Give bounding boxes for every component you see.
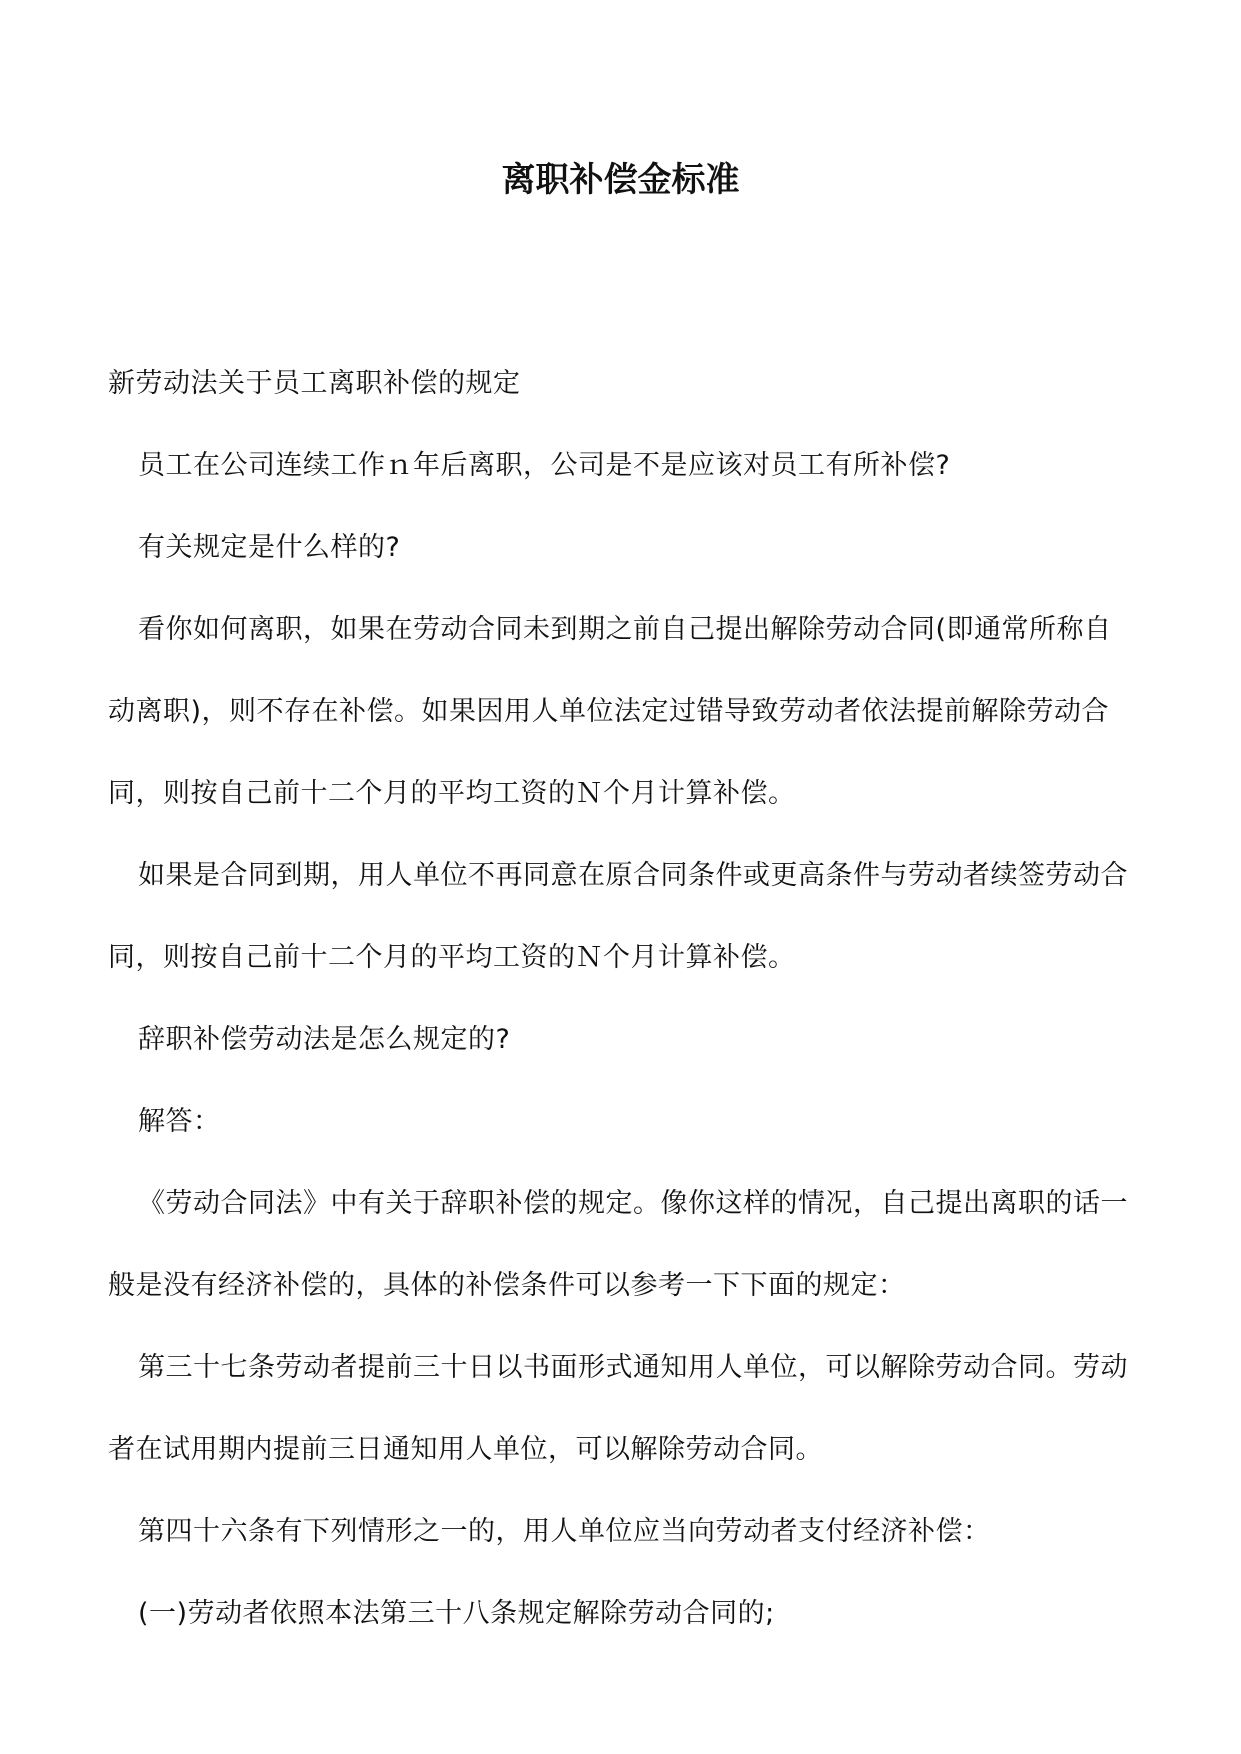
paragraph-article-46: 第四十六条有下列情形之一的，用人单位应当向劳动者支付经济补偿： xyxy=(138,1516,991,1547)
paragraph-question-followup: 有关规定是什么样的? xyxy=(138,532,401,563)
document-title: 离职补偿金标准 xyxy=(501,160,740,200)
paragraph-question: 员工在公司连续工作ｎ年后离职，公司是不是应该对员工有所补偿? xyxy=(138,450,951,481)
paragraph-article-46-item-1: (一)劳动者依照本法第三十八条规定解除劳动合同的; xyxy=(138,1598,775,1629)
paragraph-answer-label: 解答： xyxy=(138,1106,221,1137)
section-heading: 新劳动法关于员工离职补偿的规定 xyxy=(108,368,521,399)
paragraph-answer-early-termination: 看你如何离职，如果在劳动合同未到期之前自己提出解除劳动合同(即通常所称自动离职)，则不存在补偿。如果因用人单位法定过错导致劳动者依法提前解除劳动合同，则按自己前十二个月的平均工资的Ｎ个月计算补偿。 xyxy=(108,614,1112,809)
paragraph-article-37: 第三十七条劳动者提前三十日以书面形式通知用人单位，可以解除劳动合同。劳动者在试用期内提前三日通知用人单位，可以解除劳动合同。 xyxy=(108,1352,1128,1465)
document-body xyxy=(108,343,1138,1655)
paragraph-resignation-question: 辞职补偿劳动法是怎么规定的? xyxy=(138,1024,511,1055)
paragraph-answer-contract-expiry: 如果是合同到期，用人单位不再同意在原合同条件或更高条件与劳动者续签劳动合同，则按自己前十二个月的平均工资的Ｎ个月计算补偿。 xyxy=(108,860,1128,973)
paragraph-labor-contract-law: 《劳动合同法》中有关于辞职补偿的规定。像你这样的情况，自己提出离职的话一般是没有经济补偿的，具体的补偿条件可以参考一下下面的规定： xyxy=(108,1188,1128,1301)
